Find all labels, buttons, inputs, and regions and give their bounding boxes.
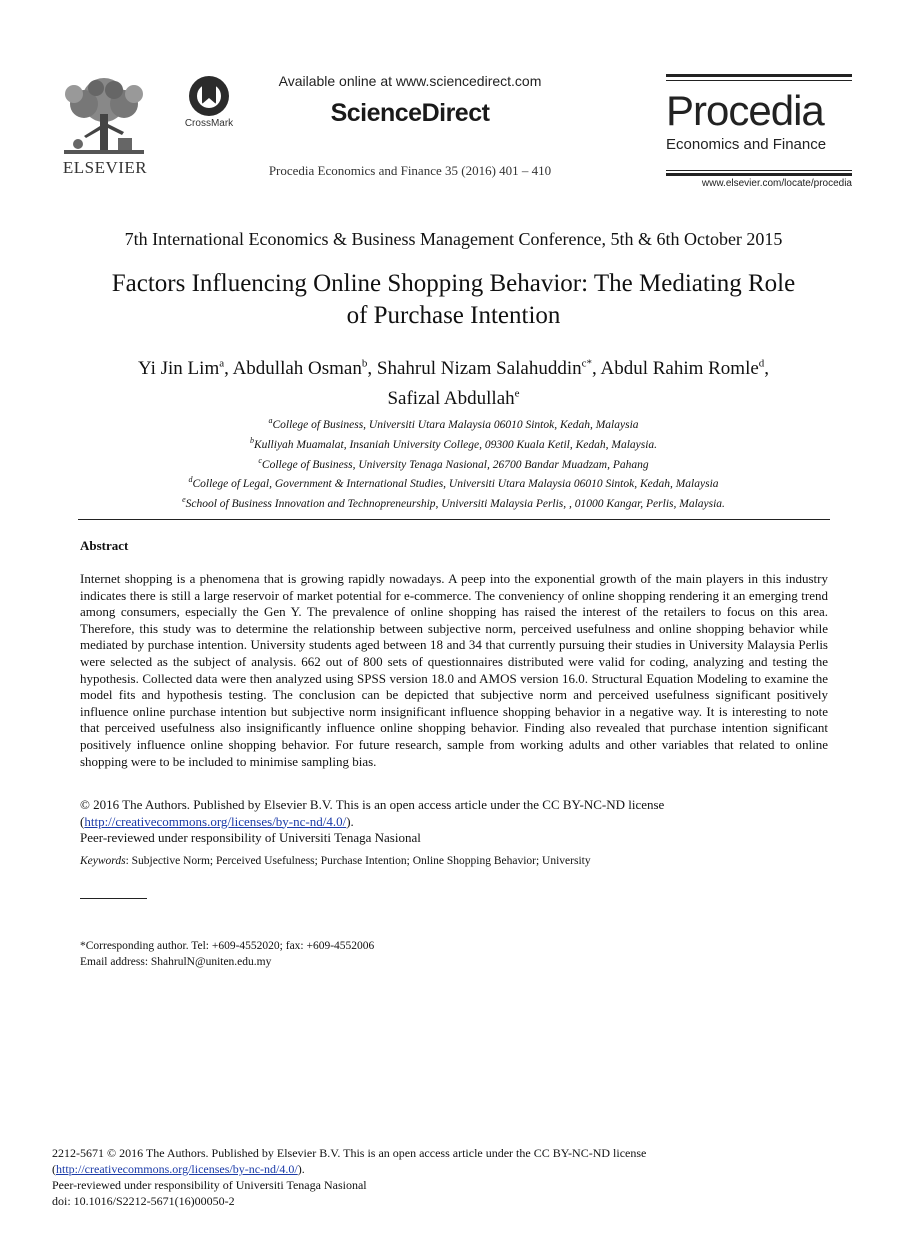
sciencedirect-logo[interactable]: ScienceDirect xyxy=(330,99,490,127)
keywords xyxy=(80,855,828,867)
procedia-subtitle: Economics and Finance xyxy=(666,136,827,153)
copyright-line: © 2016 The Authors. Published by Elsevier B.V. This is an open access article under the CC BY-NC-ND license xyxy=(80,797,665,812)
conference-name: 7th International Economics & Business Management Conference, 5th & 6th October 2015 xyxy=(124,229,783,249)
available-online-text[interactable]: Available online at www.sciencedirect.com xyxy=(278,73,542,89)
peer-review-line: Peer-reviewed under responsibility of Universiti Tenaga Nasional xyxy=(80,830,421,846)
paper-title-line-2: of Purchase Intention xyxy=(346,302,561,329)
author: Safizal Abdullah$^e$ xyxy=(387,387,520,409)
author: Yi Jin Lim$^a$, xyxy=(137,358,233,380)
procedia-name: Procedia xyxy=(666,87,824,134)
publisher-name: ELSEVIER xyxy=(62,158,148,177)
footer-doi[interactable]: doi: 10.1016/S2212-5671(16)00050-2 xyxy=(52,1194,235,1208)
procedia-top-rule-thin xyxy=(666,80,852,81)
procedia-top-rule xyxy=(666,74,852,77)
procedia-url[interactable]: www.elsevier.com/locate/procedia xyxy=(701,178,852,189)
journal-reference: Procedia Economics and Finance 35 (2016) 401 – 410 xyxy=(268,163,552,178)
affiliation: $^b$Kulliyah Muamalat, Insaniah University College, 09300 Kuala Ketil, Kedah, Malaysia. xyxy=(249,435,658,451)
paper-title-line-1: Factors Influencing Online Shopping Behavior: The Mediating Role xyxy=(111,270,796,297)
page-footer xyxy=(52,1145,852,1209)
affiliation: $^a$College of Business, Universiti Utara Malaysia 06010 Sintok, Kedah, Malaysia xyxy=(268,416,639,431)
license-line: (http://creativecommons.org/licenses/by-nc-nd/4.0/). xyxy=(80,813,354,829)
procedia-bottom-rule-thin xyxy=(666,170,852,171)
keywords-text: : Subjective Norm; Perceived Usefulness; Purchase Intention; Online Shopping Behavior; University xyxy=(125,855,591,867)
corresponding-author-footnote xyxy=(80,938,828,970)
copyright-notice xyxy=(80,797,828,847)
footer-license-line: (http://creativecommons.org/licenses/by-nc-nd/4.0/). xyxy=(52,1162,305,1176)
author: Abdul Rahim Romle$^d$, xyxy=(600,358,770,380)
author-list xyxy=(60,352,847,411)
procedia-journal-logo[interactable] xyxy=(666,74,852,192)
footnote-divider xyxy=(80,898,147,899)
affiliation: $^d$College of Legal, Government & International Studies, Universiti Utara Malaysia 06010 Sintok, Kedah, Malaysia xyxy=(188,475,719,491)
keywords-label: Keywords xyxy=(80,855,126,867)
footer-issn-line: 2212-5671 © 2016 The Authors. Published by Elsevier B.V. This is an open access article under the CC BY-NC-ND license xyxy=(52,1146,647,1160)
abstract-body: Internet shopping is a phenomena that is growing rapidly nowadays. A peep into the exponential growth of the main players in this industry indicates there is still a large reservoir of market potential for e-commerce. The conveniency of online shopping rendering it an emerging trend among consumers, especially the Gen Y. The prevalence of online shopping has raised the interest of the retailers to focus on this area. Therefore, this study was to determine the relationship between subjective norm, perceived usefulness and online shopping behavior while mediated by purchase intention. University students aged between 18 and 34 that currently pursuing their studies in University Malaysia Perlis were selected as the subject of analysis. 662 out of 800 sets of questionnaires distributed were valid for coding, analyzing and testing the hypothesis. Collected data were then analyzed using SPSS version 18.0 and AMOS version 16.0. Structural Equation Modeling to examine the model fits and hypothesis testing. The conclusion can be depicted that subjective norm and perceived usefulness significant positively influence online purchase intention but subjective norm insignificant influence shopping behavior in a negative way. It is interesting to note that perceived usefulness also insignificantly influence online shopping behavior. Finding also revealed that purchase intention significant positively influence online shopping behavior. For future research, sample from working adults and other variables that related to online shopping were to be included to minimise sampling bias. xyxy=(80,571,828,769)
abstract-heading: Abstract xyxy=(80,538,129,553)
footer-license-link[interactable]: http://creativecommons.org/licenses/by-nc-nd/4.0/ xyxy=(56,1162,298,1176)
affiliation-list xyxy=(60,413,847,512)
affiliation: $^c$College of Business, University Tenaga Nasional, 26700 Bandar Muadzam, Pahang xyxy=(258,455,649,471)
footer-peer-review: Peer-reviewed under responsibility of Universiti Tenaga Nasional xyxy=(52,1178,367,1192)
corresponding-author-contact: *Corresponding author. Tel: +609-4552020; fax: +609-4552006 xyxy=(80,940,375,952)
affiliation: $^e$School of Business Innovation and Technopreneurship, Universiti Malaysia Perlis, , 01000 Kangar, Perlis, Malaysia. xyxy=(182,495,725,511)
section-divider xyxy=(78,519,830,520)
author: Shahrul Nizam Salahuddin$^{c*}$, xyxy=(376,358,601,380)
procedia-bottom-rule xyxy=(666,173,852,176)
paper-title xyxy=(60,268,847,332)
crossmark-label: CrossMark xyxy=(184,118,234,129)
author: Abdullah Osman$^b$, xyxy=(232,358,377,380)
license-link[interactable]: http://creativecommons.org/licenses/by-nc-nd/4.0/ xyxy=(84,813,347,829)
corresponding-author-email: Email address: ShahrulN@uniten.edu.my xyxy=(80,956,272,968)
